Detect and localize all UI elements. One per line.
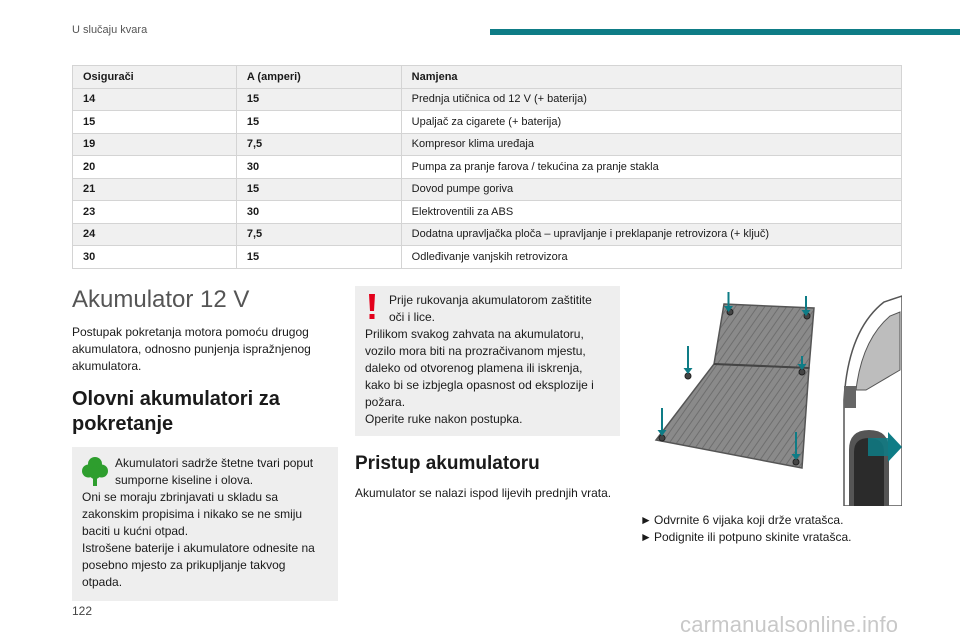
warning-line: Prilikom svakog zahvata na akumulatoru, vozilo mora biti na prozračivanom mjestu, daleko od otvorenog plamena ili iskrenja, kako bi se izbjegla opasnost od eksplozije i požara. (365, 327, 594, 409)
fuse-amperes: 30 (236, 201, 401, 224)
fuse-number: 24 (73, 223, 237, 246)
table-row (73, 178, 902, 201)
fuse-amperes: 15 (236, 178, 401, 201)
header-section-title: U slučaju kvara (72, 24, 148, 36)
table-row (73, 156, 902, 179)
fuse-purpose: Odleđivanje vanjskih retrovizora (401, 246, 901, 269)
table-row (73, 246, 902, 269)
fuse-table-header-row (73, 66, 902, 89)
env-note-line: Istrošene baterije i akumulatore odnesite na posebno mjesto za prikupljanje takvog otpada. (82, 541, 315, 589)
table-row (73, 223, 902, 246)
fuse-amperes: 15 (236, 111, 401, 134)
battery-section (72, 286, 338, 601)
table-row (73, 88, 902, 111)
battery-cover-illustration (644, 290, 902, 506)
table-row (73, 201, 902, 224)
page-number: 122 (72, 604, 93, 618)
battery-intro: Postupak pokretanja motora pomoću drugog akumulatora, odnosno punjenja ispražnjenog akumulatora. (72, 325, 311, 373)
env-note-line: Oni se moraju zbrinjavati u skladu sa zakonskim propisima i nikako se ne smiju baciti u kućni otpad. (82, 490, 303, 538)
van-front (844, 296, 902, 506)
fuse-number: 14 (73, 88, 237, 111)
section-title: Akumulator 12 V (72, 286, 250, 313)
fuse-number: 20 (73, 156, 237, 179)
fuse-table (72, 65, 902, 269)
step-marker: ► (640, 530, 652, 544)
fuse-purpose: Upaljač za cigarete (+ baterija) (401, 111, 901, 134)
tree-icon (82, 456, 108, 486)
column-header-purpose: Namjena (401, 66, 901, 89)
column-header-amperes: A (amperi) (236, 66, 401, 89)
fuse-purpose: Kompresor klima uređaja (401, 133, 901, 156)
instruction-steps (640, 512, 920, 546)
fuse-amperes: 7,5 (236, 133, 401, 156)
warning-first: Prije rukovanja akumulatorom zaštitite oči i lice. (389, 293, 592, 324)
fuse-purpose: Dovod pumpe goriva (401, 178, 901, 201)
fuse-amperes: 15 (236, 88, 401, 111)
step-text: Podignite ili potpuno skinite vratašca. (654, 530, 852, 544)
step-marker: ► (640, 513, 652, 527)
step-text: Odvrnite 6 vijaka koji drže vratašca. (654, 513, 844, 527)
fuse-number: 21 (73, 178, 237, 201)
cover-plate (656, 304, 814, 468)
watermark: carmanualsonline.info (680, 612, 899, 637)
warning-note (355, 286, 620, 436)
fuse-amperes: 15 (236, 246, 401, 269)
fuse-number: 30 (73, 246, 237, 269)
environment-note (72, 447, 338, 601)
fuse-number: 23 (73, 201, 237, 224)
fuse-number: 15 (73, 111, 237, 134)
subsection-title: Olovni akumulatori za pokretanje (72, 388, 280, 435)
warning-line: Operite ruke nakon postupka. (365, 412, 523, 426)
access-text: Akumulator se nalazi ispod lijevih prednjih vrata. (355, 486, 612, 500)
fuse-purpose: Elektroventili za ABS (401, 201, 901, 224)
fuse-amperes: 30 (236, 156, 401, 179)
warning-column (355, 286, 620, 502)
fuse-purpose: Prednja utičnica od 12 V (+ baterija) (401, 88, 901, 111)
instruction-step (640, 512, 920, 529)
table-row (73, 111, 902, 134)
exclamation-icon (367, 294, 377, 320)
fuse-purpose: Dodatna upravljačka ploča – upravljanje i preklapanje retrovizora (+ ključ) (401, 223, 901, 246)
fuse-amperes: 7,5 (236, 223, 401, 246)
access-title: Pristup akumulatoru (355, 453, 540, 474)
fuse-number: 19 (73, 133, 237, 156)
header-accent-bar (490, 29, 960, 35)
column-header-fuses: Osigurači (73, 66, 237, 89)
instruction-step (640, 529, 920, 546)
env-note-first: Akumulatori sadrže štetne tvari poput sumporne kiseline i olova. (115, 456, 314, 487)
fuse-purpose: Pumpa za pranje farova / tekućina za pranje stakla (401, 156, 901, 179)
table-row (73, 133, 902, 156)
